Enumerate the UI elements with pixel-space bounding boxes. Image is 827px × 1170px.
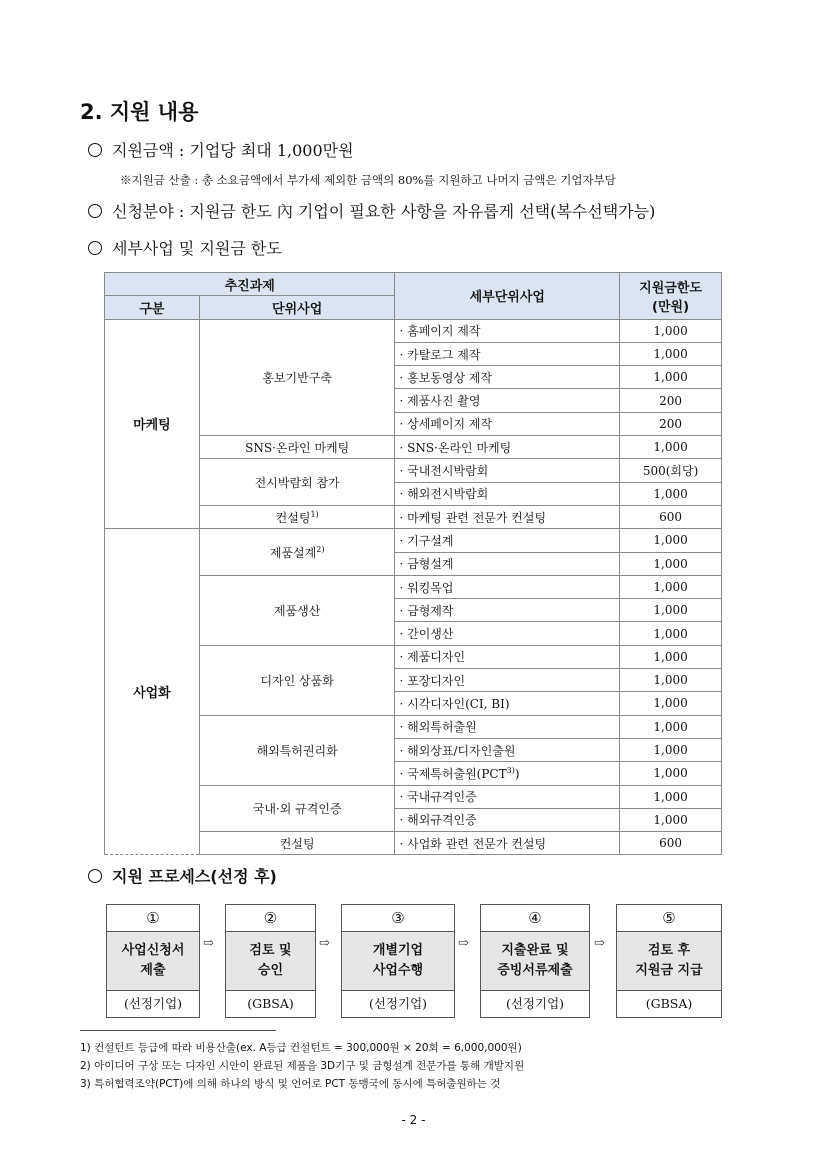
- item-cell: · 해외전시박람회: [395, 482, 620, 505]
- circle-bullet-icon: [88, 869, 102, 883]
- item-cell: · 제품디자인: [395, 645, 620, 668]
- header-limit: 지원금한도 (만원): [620, 273, 722, 320]
- header-unit: 단위사업: [199, 296, 395, 319]
- item-cell: · 해외규격인증: [395, 808, 620, 831]
- limit-cell: 1,000: [620, 715, 722, 738]
- step-actor: (GBSA): [645, 996, 693, 1011]
- limit-cell: 1,000: [620, 645, 722, 668]
- item-cell: · 해외특허출원: [395, 715, 620, 738]
- limit-cell: 1,000: [620, 342, 722, 365]
- unit-cell: 제품설계$^{2)}$: [199, 529, 395, 576]
- unit-cell: 컨설팅: [199, 832, 395, 855]
- limit-cell: 1,000: [620, 575, 722, 598]
- process-title-text: 지원 프로세스(선정 후): [112, 867, 277, 886]
- process-step: [225, 904, 316, 1018]
- header-category: 구분: [105, 296, 200, 319]
- limit-cell: 1,000: [620, 762, 722, 785]
- process-step: [341, 904, 455, 1018]
- bullet-text: 신청분야 : 지원금 한도 內 기업이 필요한 사항을 자유롭게 선택(복수선택가능): [112, 202, 656, 221]
- step-number: ②: [226, 905, 315, 932]
- bullet-support-amount: [88, 138, 354, 161]
- item-cell: · 상세페이지 제작: [395, 412, 620, 435]
- limit-cell: 600: [620, 832, 722, 855]
- item-cell: · 제품사진 촬영: [395, 389, 620, 412]
- step-actor: (선정기업): [123, 996, 183, 1011]
- category-cell: 마케팅: [105, 319, 200, 529]
- limit-cell: 1,000: [620, 366, 722, 389]
- item-cell: · 간이생산: [395, 622, 620, 645]
- step-number: ④: [481, 905, 589, 932]
- limit-cell: 500(회당): [620, 459, 722, 482]
- limit-cell: 1,000: [620, 436, 722, 459]
- step-label: 검토 및 승인: [226, 932, 315, 991]
- limit-cell: 1,000: [620, 622, 722, 645]
- footnote: 1) 컨설턴트 등급에 따라 비용산출(ex. A등급 컨설턴트 = 300,000원 × 20회 = 6,000,000원): [80, 1042, 522, 1054]
- section-heading: 2. 지원 내용: [80, 100, 199, 124]
- header-detail: 세부단위사업: [395, 273, 620, 320]
- process-step: [480, 904, 590, 1018]
- bullet-sub-projects: [88, 236, 282, 259]
- limit-cell: 1,000: [620, 599, 722, 622]
- item-cell: · 국제특허출원(PCT$^{3)}$): [395, 762, 620, 785]
- item-cell: · 홈페이지 제작: [395, 319, 620, 342]
- item-cell: · 시각디자인(CI, BI): [395, 692, 620, 715]
- footnote-divider: [80, 1030, 276, 1031]
- limit-cell: 1,000: [620, 738, 722, 761]
- unit-cell: SNS·온라인 마케팅: [199, 436, 395, 459]
- step-actor: (선정기업): [368, 996, 428, 1011]
- limit-cell: 1,000: [620, 482, 722, 505]
- step-label: 사업신청서 제출: [107, 932, 199, 991]
- process-title: [88, 864, 277, 887]
- circle-bullet-icon: [88, 204, 102, 218]
- limit-cell: 200: [620, 412, 722, 435]
- limit-cell: 1,000: [620, 669, 722, 692]
- item-cell: · 금형설계: [395, 552, 620, 575]
- unit-cell: 디자인 상품화: [199, 645, 395, 715]
- item-cell: · SNS·온라인 마케팅: [395, 436, 620, 459]
- item-cell: · 금형제작: [395, 599, 620, 622]
- step-label: 개별기업 사업수행: [342, 932, 454, 991]
- unit-cell: 홍보기반구축: [199, 319, 395, 435]
- step-actor: (선정기업): [505, 996, 565, 1011]
- step-actor: (GBSA): [247, 996, 294, 1011]
- item-cell: · 국내규격인증: [395, 785, 620, 808]
- limit-cell: 1,000: [620, 692, 722, 715]
- bullet-text: 세부사업 및 지원금 한도: [112, 239, 282, 258]
- process-step: [106, 904, 200, 1018]
- step-number: ③: [342, 905, 454, 932]
- arrow-right-icon: ⇨: [458, 936, 469, 951]
- bullet-text: 지원금액 : 기업당 최대 1,000만원: [112, 141, 354, 160]
- calc-note: ※지원금 산출 : 총 소요금액에서 부가세 제외한 금액의 80%를 지원하고 나머지 금액은 기업자부담: [120, 173, 616, 187]
- limit-cell: 1,000: [620, 319, 722, 342]
- item-cell: · 기구설계: [395, 529, 620, 552]
- limit-cell: 1,000: [620, 552, 722, 575]
- unit-cell: 제품생산: [199, 575, 395, 645]
- footnote: 3) 특허협력조약(PCT)에 의해 하나의 방식 및 언어로 PCT 동맹국에 동시에 특허출원하는 것: [80, 1078, 501, 1090]
- arrow-right-icon: ⇨: [594, 936, 605, 951]
- limit-cell: 600: [620, 505, 722, 528]
- unit-cell: 해외특허권리화: [199, 715, 395, 785]
- bullet-application-field: [88, 199, 655, 222]
- item-cell: · 마케팅 관련 전문가 컨설팅: [395, 505, 620, 528]
- unit-cell: 전시박람회 참가: [199, 459, 395, 506]
- step-label: 검토 후 지원금 지급: [617, 932, 721, 991]
- footnote: 2) 아이디어 구상 또는 디자인 시안이 완료된 제품을 3D기구 및 금형설계 전문가를 통해 개발지원: [80, 1060, 525, 1072]
- limit-cell: 1,000: [620, 785, 722, 808]
- item-cell: · 국내전시박람회: [395, 459, 620, 482]
- arrow-right-icon: ⇨: [319, 936, 330, 951]
- arrow-right-icon: ⇨: [203, 936, 214, 951]
- circle-bullet-icon: [88, 241, 102, 255]
- category-cell: 사업화: [105, 529, 200, 855]
- unit-cell: 국내·외 규격인증: [199, 785, 395, 832]
- item-cell: · 해외상표/디자인출원: [395, 738, 620, 761]
- support-limit-table: [104, 272, 722, 855]
- circle-bullet-icon: [88, 143, 102, 157]
- page-number: - 2 -: [401, 1113, 426, 1127]
- item-cell: · 포장디자인: [395, 669, 620, 692]
- step-number: ①: [107, 905, 199, 932]
- unit-cell: 컨설팅$^{1)}$: [199, 505, 395, 528]
- header-group: 추진과제: [105, 273, 395, 296]
- limit-cell: 1,000: [620, 808, 722, 831]
- item-cell: · 홍보동영상 제작: [395, 366, 620, 389]
- limit-cell: 1,000: [620, 529, 722, 552]
- item-cell: · 카탈로그 제작: [395, 342, 620, 365]
- step-label: 지출완료 및 증빙서류제출: [481, 932, 589, 991]
- item-cell: · 사업화 관련 전문가 컨설팅: [395, 832, 620, 855]
- step-number: ⑤: [617, 905, 721, 932]
- item-cell: · 워킹목업: [395, 575, 620, 598]
- limit-cell: 200: [620, 389, 722, 412]
- process-step: [616, 904, 722, 1018]
